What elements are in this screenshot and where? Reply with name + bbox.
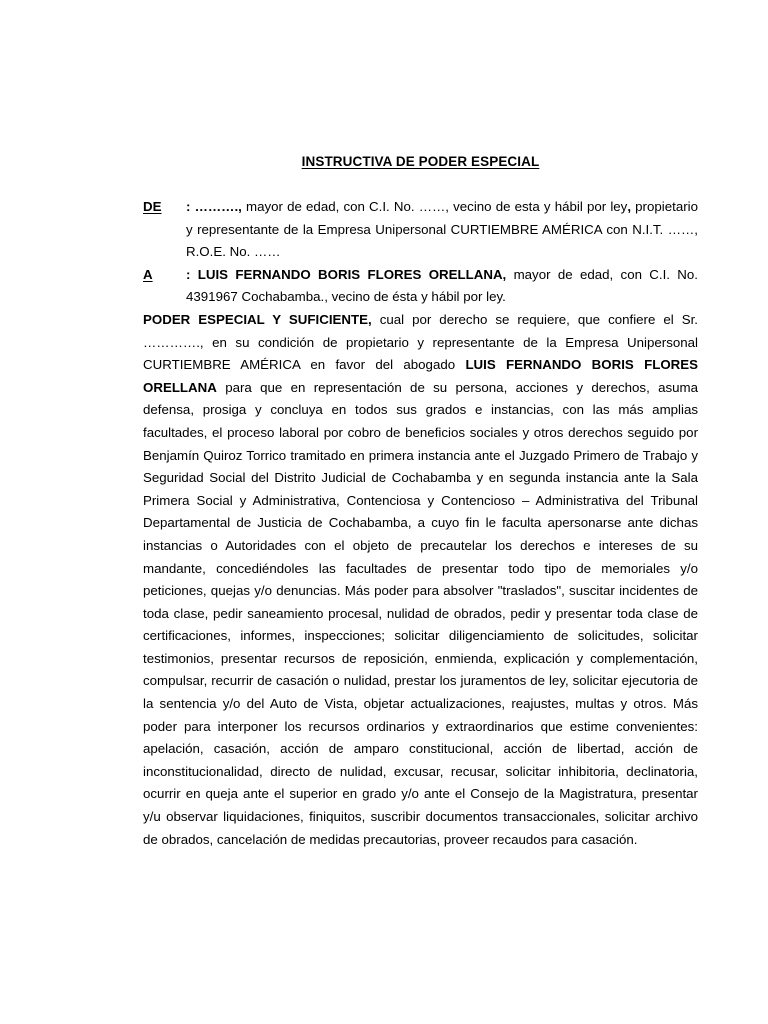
a-name: : LUIS FERNANDO BORIS FLORES ORELLANA, xyxy=(186,266,507,282)
a-section xyxy=(143,264,698,309)
de-label: DE xyxy=(143,199,162,214)
a-description: mayor de edad, con C.I. No. 4391967 Cochabamba., vecino de ésta y hábil por ley. xyxy=(186,266,698,305)
de-description: mayor de edad, con C.I. No. ……, vecino de esta y hábil por ley xyxy=(241,199,628,214)
a-label: A xyxy=(143,266,153,282)
document-content xyxy=(143,196,698,851)
body-text-1: cual por derecho se requiere, que confiere el Sr. …………., en su condición de propietario y representante de la Empresa Unipersonal CURTIEMBRE AMÉRICA en favor del abogado xyxy=(143,311,698,373)
body-paragraph xyxy=(143,309,698,851)
body-lawyer-name: LUIS FERNANDO BORIS FLORES ORELLANA xyxy=(143,357,699,395)
document-title xyxy=(143,152,698,172)
de-name: : ………., xyxy=(186,199,242,214)
body-lead: PODER ESPECIAL Y SUFICIENTE, xyxy=(143,311,372,327)
de-section xyxy=(143,196,698,264)
body-text-2: para que en representación de su persona, acciones y derechos, asuma defensa, prosiga y concluya en todos sus grados e instancias, con las más amplias facultades, el proceso laboral por cobro de beneficios sociales y otros derechos seguido por Benjamín Quiroz Torrico tramitado en primera instancia ante el Juzgado Primero de Trabajo y Seguridad Social del Distrito Judicial de Cochabamba y en segunda instancia ante la Sala Primera Social y Administrativa, Contenciosa y Contencioso – Administrativa del Tribunal Departamental de Justicia de Cochabamba, a cuyo fin le faculta apersonarse ante dichas instancias o Autoridades con el objeto de precautelar los derechos e intereses de su mandante, concediéndoles las facultades de presentar todo tipo de memoriales y/o peticiones, quejas y/o denuncias. Más poder para absolver "traslados", suscitar incidentes de toda clase, pedir saneamiento procesal, nulidad de obrados, pedir y presentar toda clase de certificaciones, informes, inspecciones; solicitar diligenciamiento de solicitudes, solicitar testimonios, presentar recursos de reposición, enmienda, explicación y complementación, compulsar, recurrir de casación o nulidad, prestar los juramentos de ley, solicitar ejecutoria de la sentencia y/o del Auto de Vista, objetar actualizaciones, reajustes, multas y otros. Más poder para interponer los recursos ordinarios y extraordinarios que estime convenientes: apelación, casación, acción de amparo constitucional, acción de libertad, acción de inconstitucionalidad, directo de nulidad, excusar, recusar, solicitar inhibitoria, declinatoria, ocurrir en queja ante el superior en grado y/o ante el Consejo de la Magistratura, presentar y/u observar liquidaciones, finiquitos, suscribir documentos transaccionales, solicitar archivo de obrados, cancelación de medidas precautorias, proveer recaudos para casación. xyxy=(143,379,698,847)
de-description-cont: propietario y representante de la Empresa Unipersonal CURTIEMBRE AMÉRICA con N.I.T. ……, R.O.E. No. …… xyxy=(186,199,698,260)
de-comma: , xyxy=(627,199,632,214)
document-title-text: INSTRUCTIVA DE PODER ESPECIAL xyxy=(301,154,540,169)
de-text xyxy=(186,196,698,264)
a-text xyxy=(186,264,698,309)
